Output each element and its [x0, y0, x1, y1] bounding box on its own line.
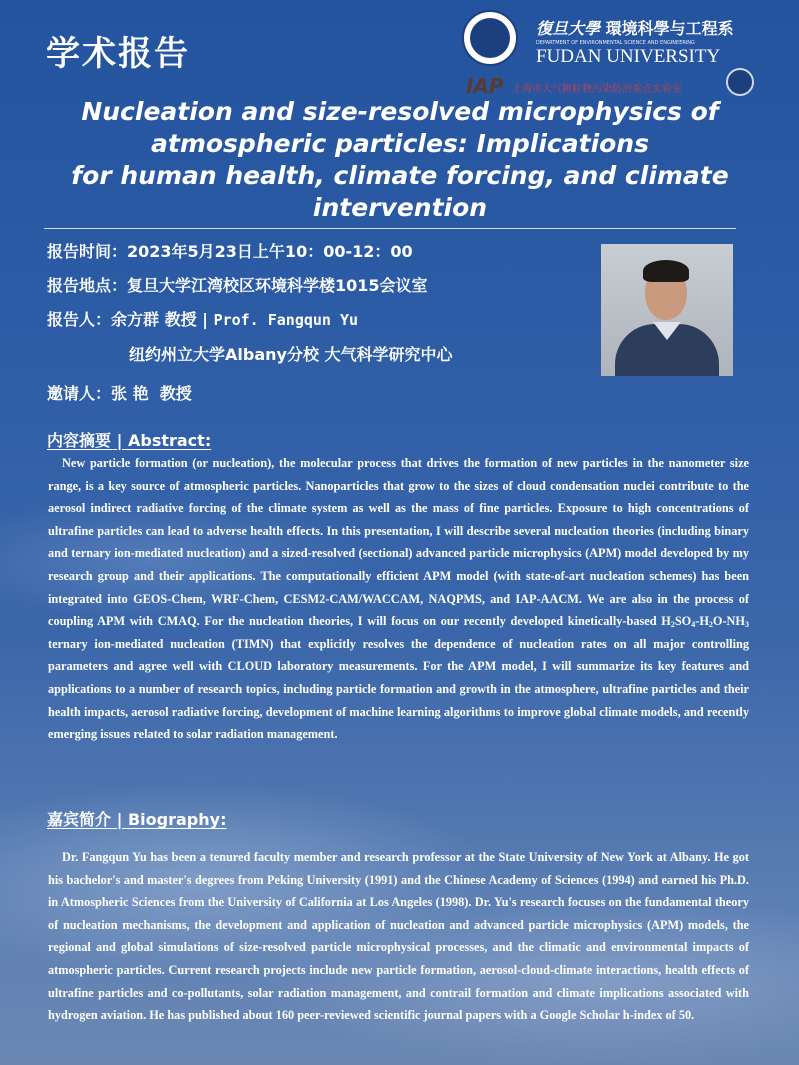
- speaker-photo: [601, 244, 733, 376]
- abstract-text: [48, 452, 749, 746]
- talk-time: 报告时间：2023年5月23日上午10：00-12：00: [47, 242, 413, 261]
- fudan-calligraphy: 復旦大學: [536, 19, 601, 38]
- abstract-text-part: New particle formation (or nucleation), the molecular process that drives the formation of new particles in the nanometer size range, is a key source of atmospheric particles. Nanoparticles that grow to the sizes of cloud condensation nuclei contribute to the aerosol indirect radiative forcing of the climate system as well as the mass of fine particles. Exposure to high concentrations of ultrafine particles can lead to adverse health effects. In this presentation, I will describe several nucleation theories (including binary and ternary ion-mediated nucleation) and a sized-resolved (sectional) advanced particle microphysics (APM) model developed by my research group and their applications. The computationally efficient APM model (with state-of-art nucleation schemes) has been integrated into GEOS-Chem, WRF-Chem, CESM2-CAM/WACCAM, NAQPMS, and IAP-AACM. We are also in the process of coupling APM with CMAQ. For the nucleation theories, I will focus on our recently developed kinetically-based: [48, 456, 749, 629]
- biography-heading: 嘉宾简介 | Biography:: [47, 810, 227, 829]
- speaker-affiliation: 纽约州立大学Albany分校 大气科学研究中心: [129, 345, 453, 364]
- talk-title-line: for human health, climate forcing, and climate: [71, 161, 729, 190]
- fudan-seal-logo: [462, 10, 518, 66]
- talk-location: 报告地点：复旦大学江湾校区环境科学楼1015会议室: [47, 276, 428, 295]
- iap-logo: IAP: [466, 74, 504, 98]
- talk-title-line: atmospheric particles: Implications: [151, 129, 649, 158]
- logos: [458, 6, 788, 98]
- chemical-formula: $H_2SO_4-H_2O-NH_3$: [661, 614, 749, 630]
- abstract-text-part: ternary ion-mediated nucleation (TIMN) that explicitly resolves the dependence of nucleation rates on all major controlling parameters and agree well with CLOUD laboratory measurements. For the APM model, I will summarize its key features and applications to a number of research topics, including particle formation and growth in the atmosphere, ultrafine particles and their health impacts, aerosol radiative forcing, development of machine learning algorithms to improve global climate models, and recently emerging issues related to solar radiation management.: [48, 636, 749, 742]
- talk-title: [40, 96, 760, 224]
- speaker-name-en: Prof. Fangqun Yu: [213, 311, 359, 329]
- speaker-label: 报告人：余方群 教授 |: [47, 310, 214, 329]
- biography-text: Dr. Fangqun Yu has been a tenured faculty member and research professor at the State University of New York at Albany. He got his bachelor's and master's degrees from Peking University (1991) and the Chinese Academy of Sciences (1994) and earned his Ph.D. in Atmospheric Sciences from the University of California at Los Angeles (1998). Dr. Yu's research focuses on the fundamental theory of nucleation mechanisms, the development and application of nucleation and advanced particle microphysics (APM) models, the regional and global simulations of size-resolved particle microphysical processes, and the climatic and environmental impacts of atmospheric particles. Current research projects include new particle formation, aerosol-cloud-climate interactions, health effects of ultrafine particles and co-pollutants, solar radiation management, and contrail formation and climate implications associated with hydrogen aviation. He has published about 160 peer-reviewed scientific journal papers with a Google Scholar h-index of 50.: [48, 850, 749, 1023]
- fudan-university-name: FUDAN UNIVERSITY: [536, 46, 721, 67]
- fudan-dept-cn: [536, 16, 734, 39]
- divider: [44, 228, 736, 229]
- fudan-dept-en: DEPARTMENT OF ENVIRONMENTAL SCIENCE AND ENGINEERING: [536, 40, 695, 46]
- talk-title-line: Nucleation and size-resolved microphysics of: [81, 97, 719, 126]
- speaker: [47, 307, 358, 330]
- iap-lab-name: 上海市大气颗粒物污染防治重点实验室: [512, 84, 682, 95]
- abstract-heading: 内容摘要 | Abstract:: [47, 431, 212, 450]
- talk-title-line: intervention: [312, 193, 488, 222]
- fudan-small-seal-logo: [726, 68, 754, 96]
- poster-header-title: 学术报告: [46, 34, 190, 74]
- host: 邀请人：张 艳 教授: [47, 384, 192, 403]
- dept-name-cn: 環境科學与工程系: [605, 19, 734, 38]
